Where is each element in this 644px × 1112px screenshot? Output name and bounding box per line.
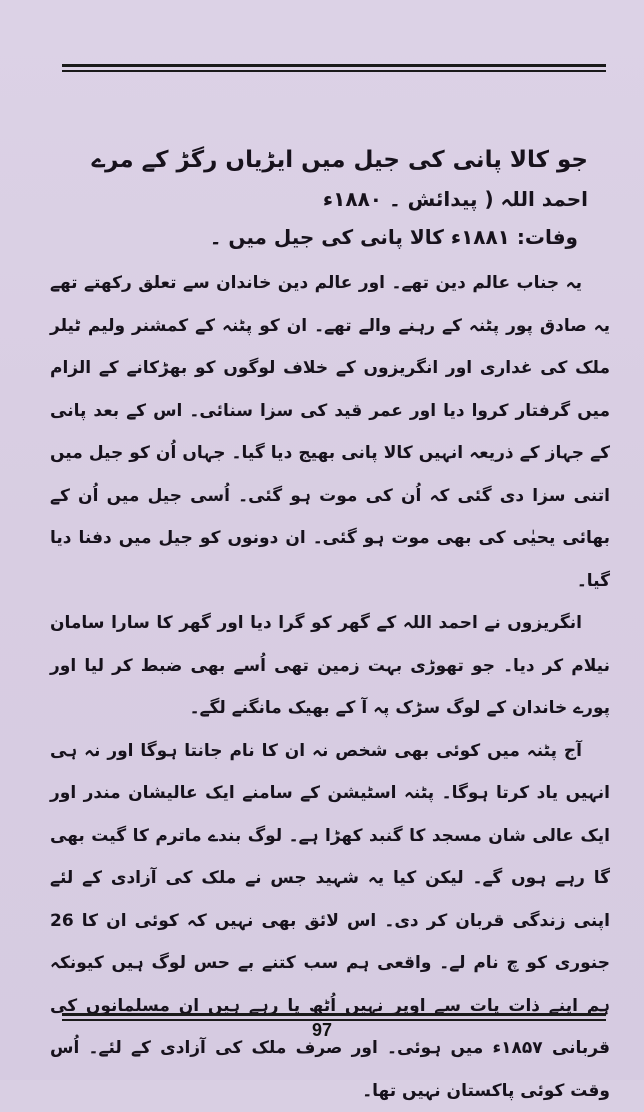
top-double-rule [62, 64, 606, 72]
page-number: 97 [0, 1020, 644, 1041]
article [50, 140, 610, 1112]
article-title: جو کالا پانی کی جیل میں ایڑیاں رگڑ کے مرے [50, 140, 610, 180]
paragraph-1: یہ جناب عالم دین تھے۔ اور عالم دین خاندان سے تعلق رکھتے تھے یہ صادق پور پٹنہ کے رہنے والے تھے۔ ان کو پٹنہ کے کمشنر ولیم ٹیلر ملک کی غداری اور انگریزوں کے خلاف لوگوں کو بھڑکانے کے الزام میں گرفتار کروا دیا اور عمر قید کی سزا سنائی۔ اس کے بعد پانی کے جہاز کے ذریعہ انہیں کالا پانی بھیج دیا گیا۔ جہاں اُن کو جیل میں اتنی سزا دی گئی کہ اُن کی موت ہو گئی۔ اُسی جیل میں اُن کے بھائی یحیٰی کی بھی موت ہو گئی۔ ان دونوں کو جیل میں دفنا دیا گیا۔ [50, 262, 610, 602]
paragraph-2: انگریزوں نے احمد اللہ کے گھر کو گرا دیا اور گھر کا سارا سامان نیلام کر دیا۔ جو تھوڑی بہت زمین تھی اُسے بھی ضبط کر لیا اور پورے خاندان کے لوگ سڑک پہ آ کے بھیک مانگنے لگے۔ [50, 602, 610, 730]
birth-line: احمد اللہ ( پیدائش ۔ ۱۸۸۰ء [50, 180, 610, 218]
paragraph-3: آج پٹنہ میں کوئی بھی شخص نہ ان کا نام جانتا ہوگا اور نہ ہی انہیں یاد کرتا ہوگا۔ پٹنہ اسٹیشن کے سامنے ایک عالیشان مندر اور ایک عالی شان مسجد کا گنبد کھڑا ہے۔ لوگ بندے ماترم کا گیت بھی گا رہے ہوں گے۔ لیکن کیا یہ شہید جس نے ملک کی آزادی کے لئے اپنی زندگی قربان کر دی۔ اس لائق بھی نہیں کہ کوئی ان کا 26 جنوری کو چ نام لے۔ واقعی ہم سب کتنے بے حس لوگ ہیں کیونکہ ہم اپنے ذات پات سے اوپر نہیں اُٹھ پا رہے ہیں ان مسلمانوں کی قربانی ۱۸۵۷ء میں ہوئی۔ اور صرف ملک کی آزادی کے لئے۔ اُس وقت کوئی پاکستان نہیں تھا۔ [50, 730, 610, 1112]
death-line: وفات: ۱۸۸۱ء کالا پانی کی جیل میں ۔ [50, 218, 610, 256]
